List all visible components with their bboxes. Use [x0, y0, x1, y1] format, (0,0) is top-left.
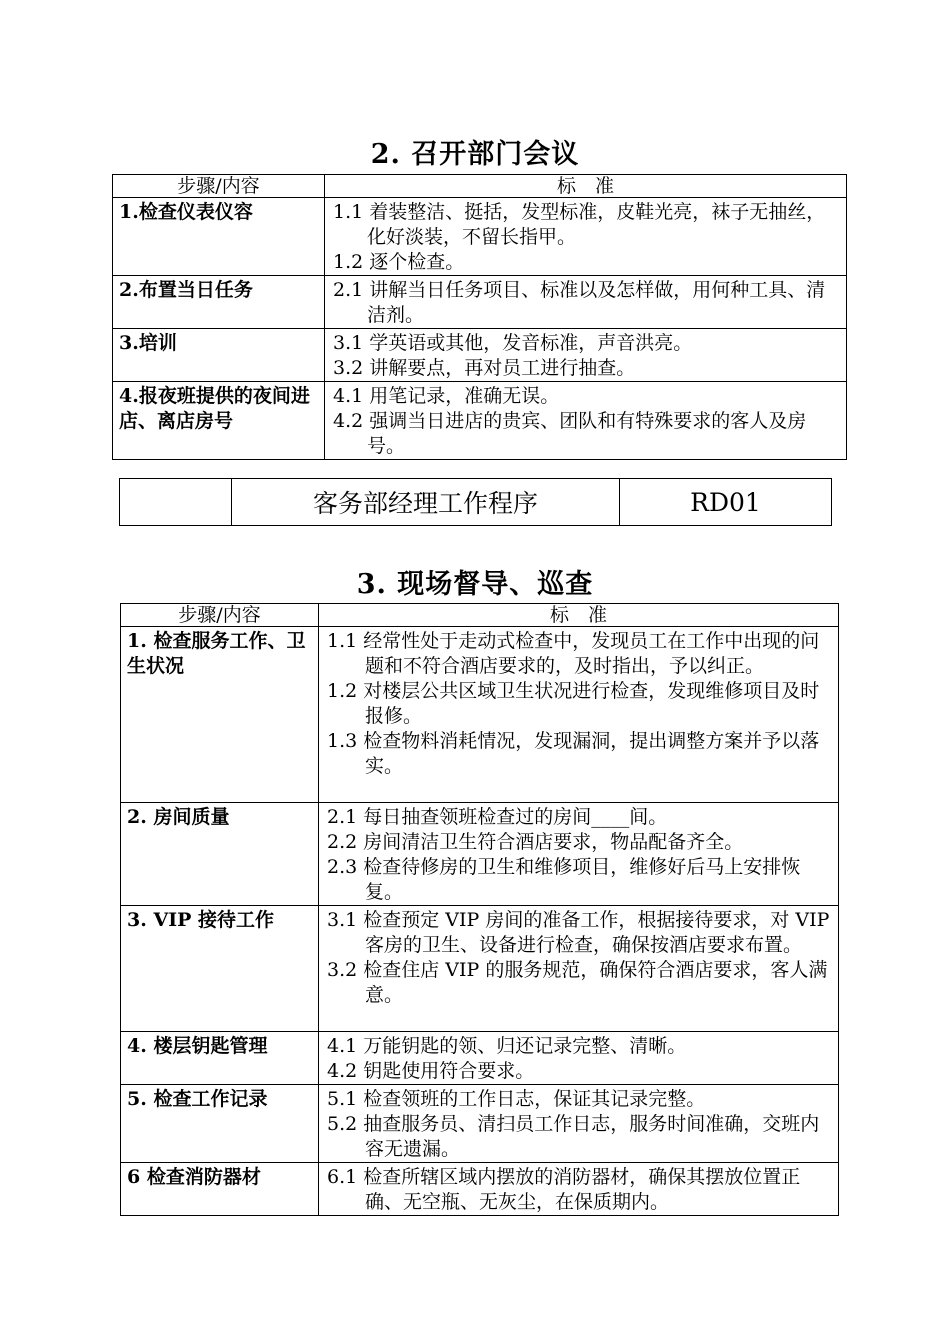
standard-cell: [319, 906, 839, 1032]
standard-item: 5.2 抽查服务员、清扫员工作日志，服务时间准确，交班内容无遗漏。: [327, 1113, 820, 1160]
step-cell: 2. 房间质量: [121, 803, 319, 906]
table-row: [113, 382, 847, 460]
standard-cell: [319, 627, 839, 803]
header-step: 步骤/内容: [113, 175, 325, 198]
section-3-title: 3. 现场督导、巡查: [356, 569, 594, 600]
standard-item: 4.2 钥匙使用符合要求。: [327, 1060, 535, 1082]
step-cell: 1.检查仪表仪容: [113, 198, 325, 276]
table-row: [121, 906, 839, 1032]
section-2-title: 2. 召开部门会议: [370, 139, 580, 170]
standard-item: 3.2 检查住店 VIP 的服务规范，确保符合酒店要求，客人满意。: [327, 959, 828, 1006]
standard-cell: [325, 382, 847, 460]
table-row: [113, 329, 847, 382]
standard-item: 2.2 房间清洁卫生符合酒店要求，物品配备齐全。: [327, 831, 744, 853]
standard-item: 5.1 检查领班的工作日志，保证其记录完整。: [327, 1088, 706, 1110]
header-standard: 标 准: [319, 604, 839, 627]
program-code: RD01: [620, 479, 832, 526]
table-row: [121, 627, 839, 803]
standard-item: 1.1 着装整洁、挺括，发型标准，皮鞋光亮，袜子无抽丝，化好淡装，不留长指甲。: [333, 201, 826, 248]
standard-cell: [319, 803, 839, 906]
program-name: 客务部经理工作程序: [232, 479, 620, 526]
step-cell: 3.培训: [113, 329, 325, 382]
standard-item: 3.1 检查预定 VIP 房间的准备工作，根据接待要求，对 VIP 客房的卫生、设备进行检查，确保按酒店要求布置。: [327, 909, 830, 956]
table-row: [121, 803, 839, 906]
standard-cell: [319, 1163, 839, 1216]
step-cell: 4. 楼层钥匙管理: [121, 1032, 319, 1085]
standard-item: 1.2 对楼层公共区域卫生状况进行检查，发现维修项目及时报修。: [327, 680, 820, 727]
standard-cell: [325, 276, 847, 329]
header-standard: 标 准: [325, 175, 847, 198]
standard-cell: [319, 1032, 839, 1085]
standard-item: 4.1 用笔记录，准确无误。: [333, 385, 560, 407]
table-row: [121, 1163, 839, 1216]
standard-cell: [325, 198, 847, 276]
standard-item: 3.1 学英语或其他，发音标准，声音洪亮。: [333, 332, 693, 354]
table-row: [121, 1085, 839, 1163]
header-step: 步骤/内容: [121, 604, 319, 627]
section-3-table: [120, 603, 839, 1216]
standard-cell: [325, 329, 847, 382]
standard-item: 2.3 检查待修房的卫生和维修项目，维修好后马上安排恢复。: [327, 856, 801, 903]
table-row: [113, 276, 847, 329]
table-row: [113, 198, 847, 276]
table-row: [121, 1032, 839, 1085]
step-cell: 3. VIP 接待工作: [121, 906, 319, 1032]
standard-item: 2.1 讲解当日任务项目、标准以及怎样做，用何种工具、清洁剂。: [333, 279, 826, 326]
standard-item: 4.2 强调当日进店的贵宾、团队和有特殊要求的客人及房号。: [333, 410, 807, 457]
step-cell: 5. 检查工作记录: [121, 1085, 319, 1163]
standard-item: 1.2 逐个检查。: [333, 251, 465, 273]
banner-empty-cell: [120, 479, 232, 526]
step-cell: 1. 检查服务工作、卫生状况: [121, 627, 319, 803]
standard-item: 2.1 每日抽查领班检查过的房间____间。: [327, 806, 668, 828]
standard-item: 4.1 万能钥匙的领、归还记录完整、清晰。: [327, 1035, 687, 1057]
standard-item: 3.2 讲解要点，再对员工进行抽查。: [333, 357, 636, 379]
section-2-table: [112, 174, 847, 460]
step-cell: 6 检查消防器材: [121, 1163, 319, 1216]
standard-item: 1.1 经常性处于走动式检查中，发现员工在工作中出现的问题和不符合酒店要求的，及时指出，予以纠正。: [327, 630, 820, 677]
step-cell: 4.报夜班提供的夜间进店、离店房号: [113, 382, 325, 460]
step-cell: 2.布置当日任务: [113, 276, 325, 329]
standard-cell: [319, 1085, 839, 1163]
program-banner: [119, 478, 832, 526]
standard-item: 1.3 检查物料消耗情况，发现漏洞，提出调整方案并予以落实。: [327, 730, 820, 777]
standard-item: 6.1 检查所辖区域内摆放的消防器材，确保其摆放位置正确、无空瓶、无灰尘，在保质期内。: [327, 1166, 801, 1213]
